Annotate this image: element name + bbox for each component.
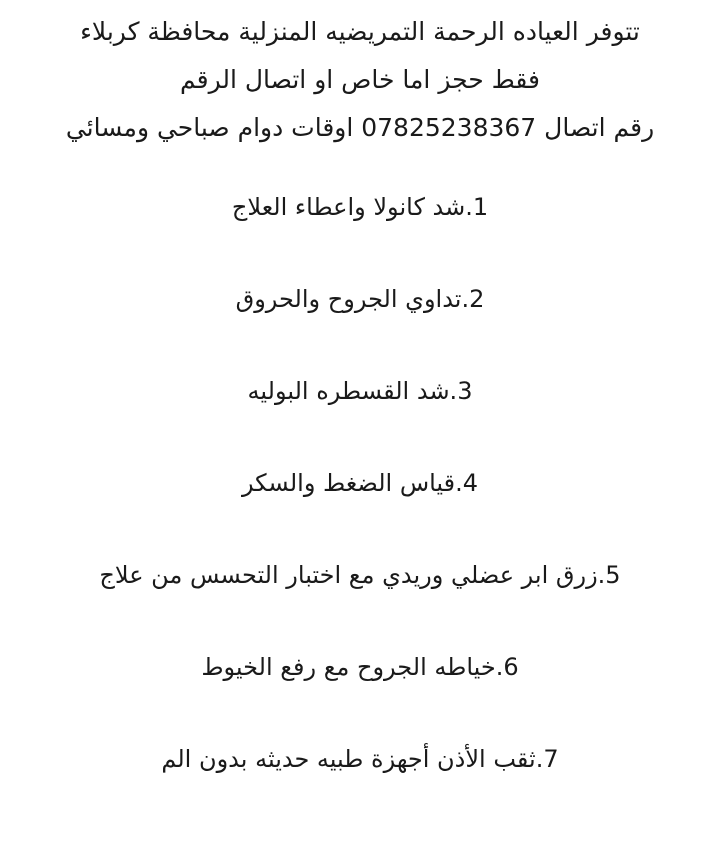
- list-item: 4.قياس الضغط والسكر: [241, 469, 479, 497]
- list-item: 2.تداوي الجروح والحروق: [235, 285, 485, 313]
- list-item: 3.شد القسطره البوليه: [247, 377, 473, 405]
- list-item: 6.خياطه الجروح مع رفع الخيوط: [201, 653, 519, 681]
- header-line-3: رقم اتصال 07825238367 اوقات دوام صباحي ومسائي: [65, 113, 655, 142]
- list-item: 7.ثقب الأذن أجهزة طبيه حديثه بدون الم: [161, 745, 559, 773]
- services-list: [18, 192, 702, 774]
- header-line-2: فقط حجز اما خاص او اتصال الرقم: [180, 65, 540, 94]
- header-line-1: تتوفر العياده الرحمة التمريضيه المنزلية محافظة كربلاء: [80, 17, 640, 46]
- clinic-header: [18, 8, 702, 152]
- list-item: 1.شد كانولا واعطاء العلاج: [231, 193, 489, 221]
- list-item: 5.زرق ابر عضلي وريدي مع اختبار التحسس من علاج: [99, 561, 621, 589]
